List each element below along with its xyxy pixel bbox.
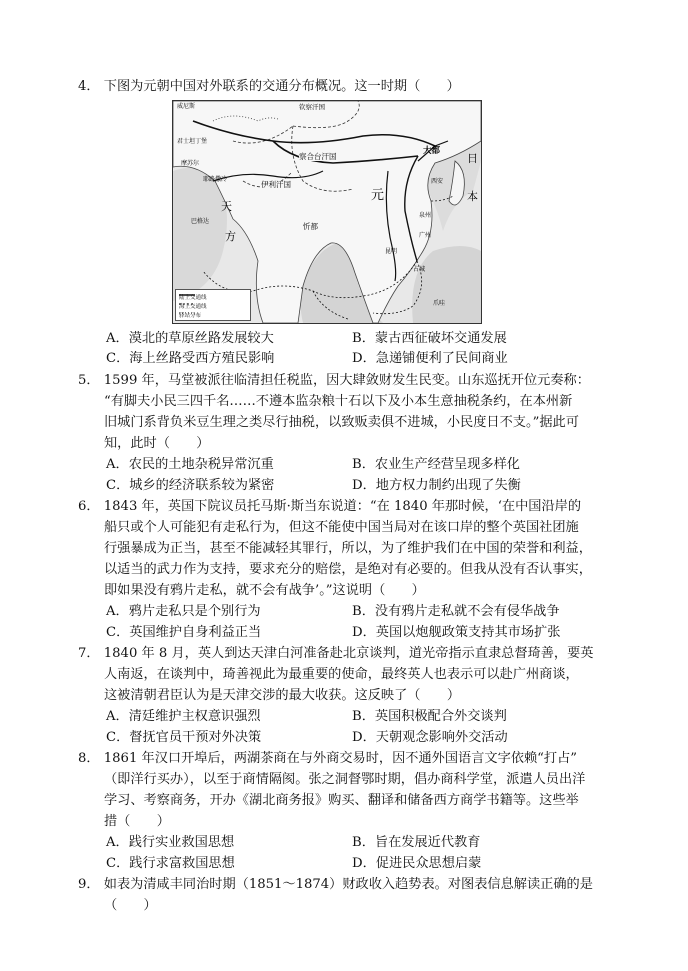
q7-option-d[interactable]: D．天朝观念影响外交活动 xyxy=(352,730,508,745)
q6-option-c[interactable]: C．英国维护自身利益正当 xyxy=(106,625,262,640)
q8-option-b[interactable]: B．旨在发展近代教育 xyxy=(352,835,481,850)
q5-line-2: “有脚夫小民三四千名……不遵本监杂粮十石以下及小本生意抽税条约，在本州新 xyxy=(104,394,573,409)
q9-line-2: （ ） xyxy=(104,898,157,913)
q8-option-a[interactable]: A．践行实业救国思想 xyxy=(106,835,235,850)
q7-option-c[interactable]: C．督抚官员干预对外决策 xyxy=(106,730,262,745)
q5-option-c[interactable]: C．城乡的经济联系较为紧密 xyxy=(106,478,275,493)
legend-sea-label: 海上交通线 xyxy=(179,304,207,310)
map-label-ben: 本 xyxy=(467,190,478,203)
q7-line-1: 7． 1840 年 8 月，英人到达天津白河准备赴北京谈判，道光帝指示直隶总督琦善，要英 xyxy=(78,646,594,661)
map-label-fang: 方 xyxy=(225,230,236,243)
legend-land xyxy=(179,293,207,301)
q6-line-4: 以适当的武力作为支持，要求充分的赔偿，是绝对有必要的。但我从没有否认事实， xyxy=(104,562,592,577)
map-label-yelukeli: 耶路撒冷 xyxy=(203,176,228,183)
q5-line-4: 知，此时（ ） xyxy=(104,436,210,451)
q4-option-a[interactable]: A．漠北的草原丝路发展较大 xyxy=(106,331,274,346)
map-label-tian: 天 xyxy=(221,200,232,213)
map-label-bashi: 巴格达 xyxy=(191,218,210,225)
map-label-yuan: 元 xyxy=(371,188,385,203)
legend-post xyxy=(179,311,201,319)
map-label-qincha: 钦察汗国 xyxy=(299,103,325,111)
q5-line-3: 旧城门系背负米豆生理之类尽行抽税，以致贩卖俱不进城，小民度日不支。”据此可 xyxy=(104,415,579,430)
q8-option-d[interactable]: D．促进民众思想启蒙 xyxy=(352,856,482,871)
q6-option-d[interactable]: D．英国以炮舰政策支持其市场扩张 xyxy=(352,625,561,640)
map-label-kunming: 昆明 xyxy=(385,248,398,255)
q8-line-1: 8． 1861 年汉口开埠后，两湖茶商在与外商交易时，因不通外国语言文字依赖“打占” xyxy=(78,751,578,766)
q7-option-a[interactable]: A．清廷维护主权意识强烈 xyxy=(106,709,261,724)
legend-land-label: 陆上交通线 xyxy=(179,295,207,301)
q6-option-b[interactable]: B．没有鸦片走私就不会有侵华战争 xyxy=(352,604,560,619)
map-label-dadu: 大都 xyxy=(423,146,441,156)
map-label-mosul: 摩苏尔 xyxy=(181,160,200,167)
map-label-zhancheng: 占城 xyxy=(413,266,426,273)
q6-line-5: 即如果没有鸦片走私，就不会有战争’。”这说明（ ） xyxy=(104,583,425,598)
q5-option-b[interactable]: B．农业生产经营呈现多样化 xyxy=(352,457,520,472)
q8-line-3: 学习、考察商务，开办《湖北商务报》购买、翻译和储备西方商学书籍等。这些举 xyxy=(104,793,579,808)
q5-line-1: 5． 1599 年，马堂被派往临清担任税监，因大肆敛财发生民变。山东巡抚开位元奏称： xyxy=(78,373,590,388)
q6-option-a[interactable]: A．鸦片走私只是个别行为 xyxy=(106,604,261,619)
q4-option-c[interactable]: C．海上丝路受西方殖民影响 xyxy=(106,351,275,366)
q7-line-2: 人南返，在谈判中，琦善视此为最重要的使命，最终英人也表示可以赴广州商谈， xyxy=(104,667,579,682)
q8-option-c[interactable]: C．践行求富救国思想 xyxy=(106,856,235,871)
map-label-chaghatai: 察合台汗国 xyxy=(299,152,337,161)
q4-option-b[interactable]: B．蒙古西征破坏交通发展 xyxy=(352,331,507,346)
legend-sea xyxy=(179,302,207,310)
q7-option-b[interactable]: B．英国积极配合外交谈判 xyxy=(352,709,507,724)
map-label-xindu: 忻都 xyxy=(303,222,318,231)
q6-line-3: 行强暴成为正当，甚至不能减轻其罪行，所以，为了维护我们在中国的荣誉和利益， xyxy=(104,541,592,556)
map-label-weiniesi: 威尼斯 xyxy=(177,103,196,110)
q5-option-d[interactable]: D．地方权力制约出现了失衡 xyxy=(352,478,521,493)
map-legend xyxy=(175,289,251,321)
map-label-xian: 西安 xyxy=(431,178,444,185)
q5-option-a[interactable]: A．农民的土地杂税异常沉重 xyxy=(106,457,274,472)
q9-line-1: 9． 如表为清咸丰同治时期（1851～1874）财政收入趋势表。对图表信息解读正确的是 xyxy=(78,877,593,892)
map-label-quanzhou: 泉州 xyxy=(419,212,432,219)
q8-line-2: （即洋行买办），以至于商情隔阂。张之洞督鄂时期，倡办商科学堂，派遣人员出洋 xyxy=(104,772,586,787)
legend-post-label: 驿站分布 xyxy=(179,313,202,319)
q6-line-1: 6． 1843 年，英国下院议员托马斯·斯当东说道：“在 1840 年那时候，‘在中国沿岸的 xyxy=(78,499,582,514)
map-label-ilkhan: 伊利汗国 xyxy=(261,180,291,189)
map-label-guangzhou: 广州 xyxy=(419,232,432,239)
q8-line-4: 措（ ） xyxy=(104,814,170,829)
q4-option-d[interactable]: D．急递铺便利了民间商业 xyxy=(352,351,508,366)
map-label-ri: 日 xyxy=(467,152,478,165)
q4-stem: 4． 下图为元朝中国对外联系的交通分布概况。这一时期（ ） xyxy=(78,79,460,94)
map-label-java: 爪哇 xyxy=(433,300,446,307)
yuan-traffic-map xyxy=(172,100,482,324)
map-label-junshitan: 君士坦丁堡 xyxy=(177,138,208,145)
q7-line-3: 这被清朝君臣认为是天津交涉的最大收获。这反映了（ ） xyxy=(104,688,461,703)
q6-line-2: 船只或个人可能犯有走私行为，但这不能使中国当局对在该口岸的整个英国社团施 xyxy=(104,520,579,535)
